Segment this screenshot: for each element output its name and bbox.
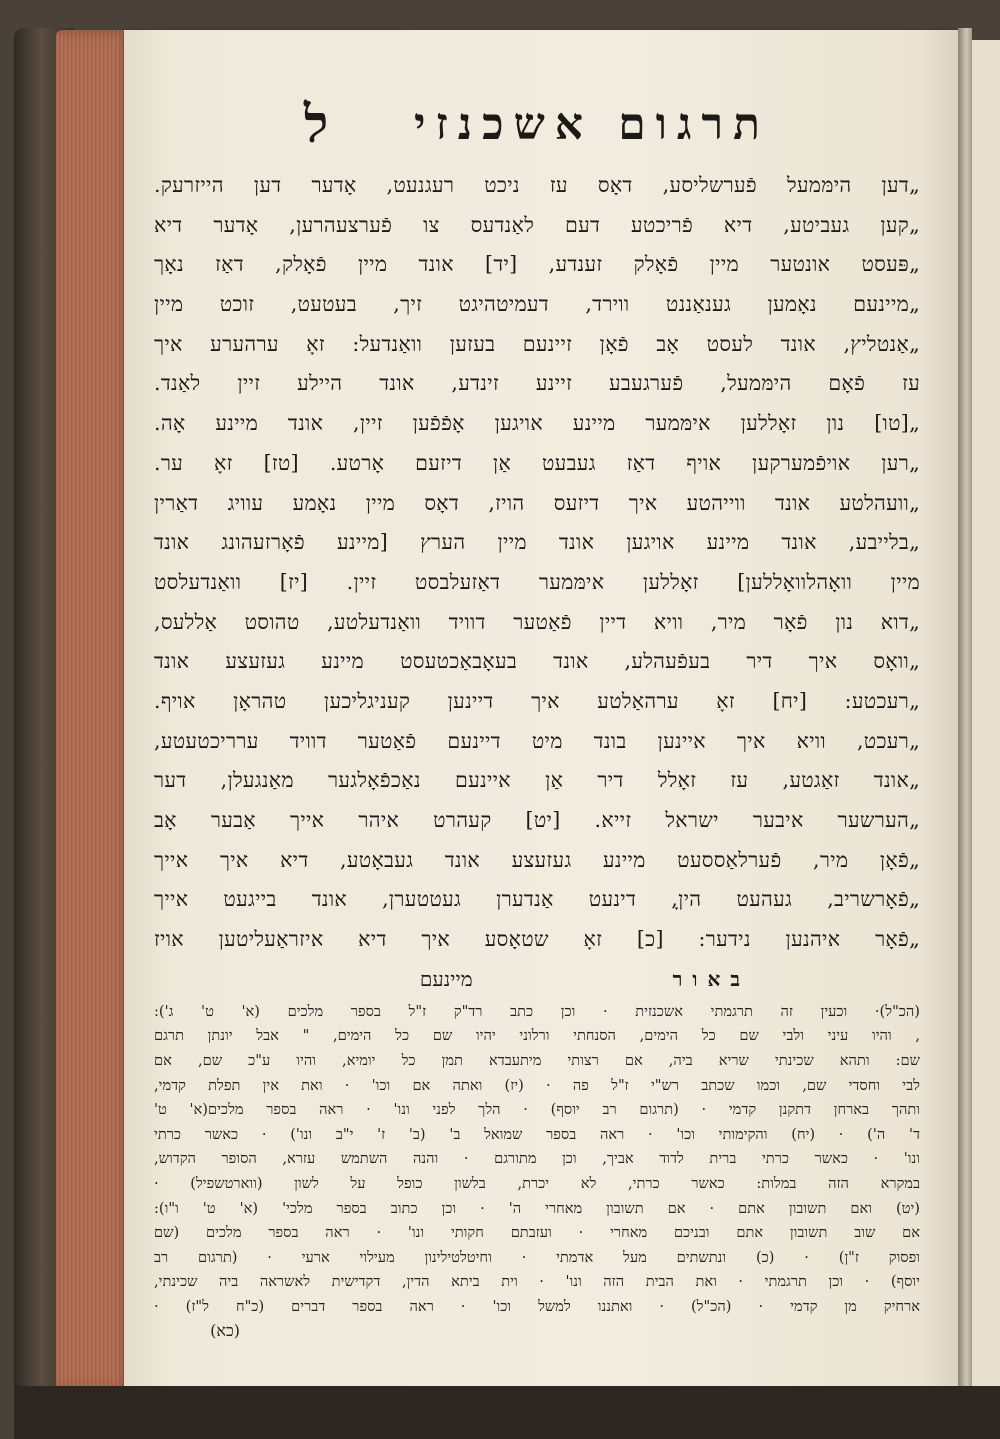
text-line: „הערשער איבער ישראל זייא. [יט] קעהרט איהר אייך אַבער אָב [154,808,920,832]
commentary-heading: באור [672,966,750,991]
note-line: (יט) ואם תשובון אתם · אם תשובון מאחרי ה' · וכן כתוב בספר מלכי' (א' ט' ו"ו): [154,1199,920,1217]
note-line: לבי וחסדי שם, וכמו שכתב רש"י ז"ל פה · (יז) ואתה אם וכו' · ואת אין תפלת קדמי, [154,1076,920,1094]
note-line: ותהך בארחן דתקנן קדמי · (תרגום רב יוסף) · הלך לפני ונו' · ראה בספר מלכים(א' ט' [154,1101,920,1119]
note-line: במקרא הזה במלות: כאשר כרתי, לא יכרת, בלשון כופל על לשון (ווארטשפיל) · [154,1174,920,1192]
page-header [154,90,920,160]
note-line: ארחיק מן קדמי · (הכ"ל) · ואתננו למשל וכו' · ראה בספר דברים (כ"ח ל"ז) · [154,1297,920,1315]
text-line: „קען געביטע, דיא פֿריכטע דעם לאַנדעס צו פֿערצעהרען, אָדער דיא [154,212,920,237]
note-line: , והיו עיני ולבי שם כל הימים, הסנחתי ורלוני יהיו שם כל הימים, " אבל יונתן תרגם [154,1027,920,1045]
note-line: ונו' · כאשר כרתי ברית לדוד אביך, וכן מתורגם · והנה השתמש עזרא, הסופר הקדוש, [154,1150,920,1168]
note-line: (הכ"ל)· וכעין זה תרגמתי אשכנזית · וכן כתב רד"ק ז"ל בספר מלכים (א' ט' ג'): [154,1002,920,1020]
text-line: „רען אויפֿמערקען אויף דאַז געבעט אַן דיזעם אָרטע. [טז] זאָ ער. [154,450,920,475]
text-line: מיין וואָהלוואָללען] זאָללען אימּמער דאַזעלבסט זיין. [יז] וואַנדעלסט [154,569,920,594]
signature-mark: (כא) [210,1321,240,1341]
facing-page-edge [972,40,1000,1390]
text-line: „פֿאָן מיר, פֿערלאַססעט מיינע געזעצע אונד געבאָטע, דיא איך אייך [154,847,920,872]
bottom-shadow [14,1386,1000,1439]
folio-number: ל [304,94,329,155]
text-line: „מיינעם נאָמען גענאַננט ווירד, דעמיטהיגט זיך, בעטעט, זוכט מיין [154,292,920,317]
text-line: „פֿאָר איהנען נידער: [כ] זאָ שטאָסע איך דיא איזראַעליטען אויז [154,927,920,952]
running-head: תרגום אשכנזי [413,99,770,150]
note-line: אם שוב תשובון אתם ובניכם מאחרי · ועזבתם חקותי ונו' · ראה בספר מלכים (שם [154,1224,920,1242]
text-line: עז פֿאָם הימּמעל, פֿערגעבע זיינע זינדע, אונד היילע זיין לאַנד. [154,371,920,396]
text-line: „דען הימּמעל פֿערשליסע, דאָס עז ניכט רעגנעט, אָדער דען הייזרעק. [154,173,920,197]
catchword: מיינעם [419,966,473,991]
text-line: „וואָס איך דיר בעפֿעהלע, אונד בעאָבאַכטעסט מיינע געזעצע אונד [154,649,920,674]
text-line: „אונד זאַגטע, עז זאָלל דיר אַן איינעם נאַכפֿאָלגער מאַנגעלן, דער [154,768,920,793]
book-page [124,30,960,1388]
catchwords-row [154,962,920,996]
text-line: „[טו] נון זאָללען אימּמער מיינע אויגען אָפֿפֿען זיין, אונד מיינע אָה. [154,411,920,436]
text-line: „בלייבע, אונד מיינע אויגען אונד מיין הערץ [מיינע פֿאָרזעהונג אונד [154,530,920,555]
note-line: ופסוק ז"ן) · (כ) ונתשתים מעל אדמתי · וחיטלטילינון מעילוי ארעי · (תרגום רב [154,1248,920,1266]
main-text [154,166,920,960]
text-line: „פּעסט אונטער מיין פֿאָלק זענדע, [יד] אונד מיין פֿאָלק, דאַז נאָך [154,252,920,277]
text-line: „פֿאָרשריב, געהעט היןָ, דינעט אַנדערן געטטערן, אונד בייגעט אייך [154,887,920,912]
page-gutter [958,28,972,1394]
text-line: „אַנטליץ, אונד לעסט אָב פֿאָן זיינעם בעזען וואַנדעל: זאָ ערהערע איך [154,331,920,356]
text-line: „דוא נון פֿאָר מיר, וויא דיין פֿאַטער דוויד וואַנדעלטע, טהוסט אַללעס, [154,609,920,634]
note-line: יוסף) · וכן תרגמתי · ואת הבית הזה ונו' · וית ביתא הדין, דקדישית לאשראה ביה שכינתי, [154,1273,920,1291]
page-content [154,90,920,1343]
note-line: ד' ה') · (יח) והקימותי וכו' · ראה בספר שמואל ב' (ב' ז' י"ב ונו') · כאשר כרתי [154,1125,920,1143]
text-line: „וועהלטע אונד ווייהטע איך דיזעס הויז, דאָס מיין נאָמע עוויג דאַרין [154,490,920,515]
commentary-notes [154,1000,920,1344]
text-line: „רעכטע: [יח] זאָ ערהאַלטע איך דיינען קעניגליכען טהראָן אויף. [154,688,920,713]
text-line: „רעכט, וויא איך איינען בונד מיט דיינעם פֿאַטער דוויד ערריכטעטע, [154,728,920,753]
note-line: שם: ותהא שכינתי שריא ביה, אם רצותי מיתעבדא תמן כל יומיא, והיו ע"כ שם, אם [154,1051,920,1069]
